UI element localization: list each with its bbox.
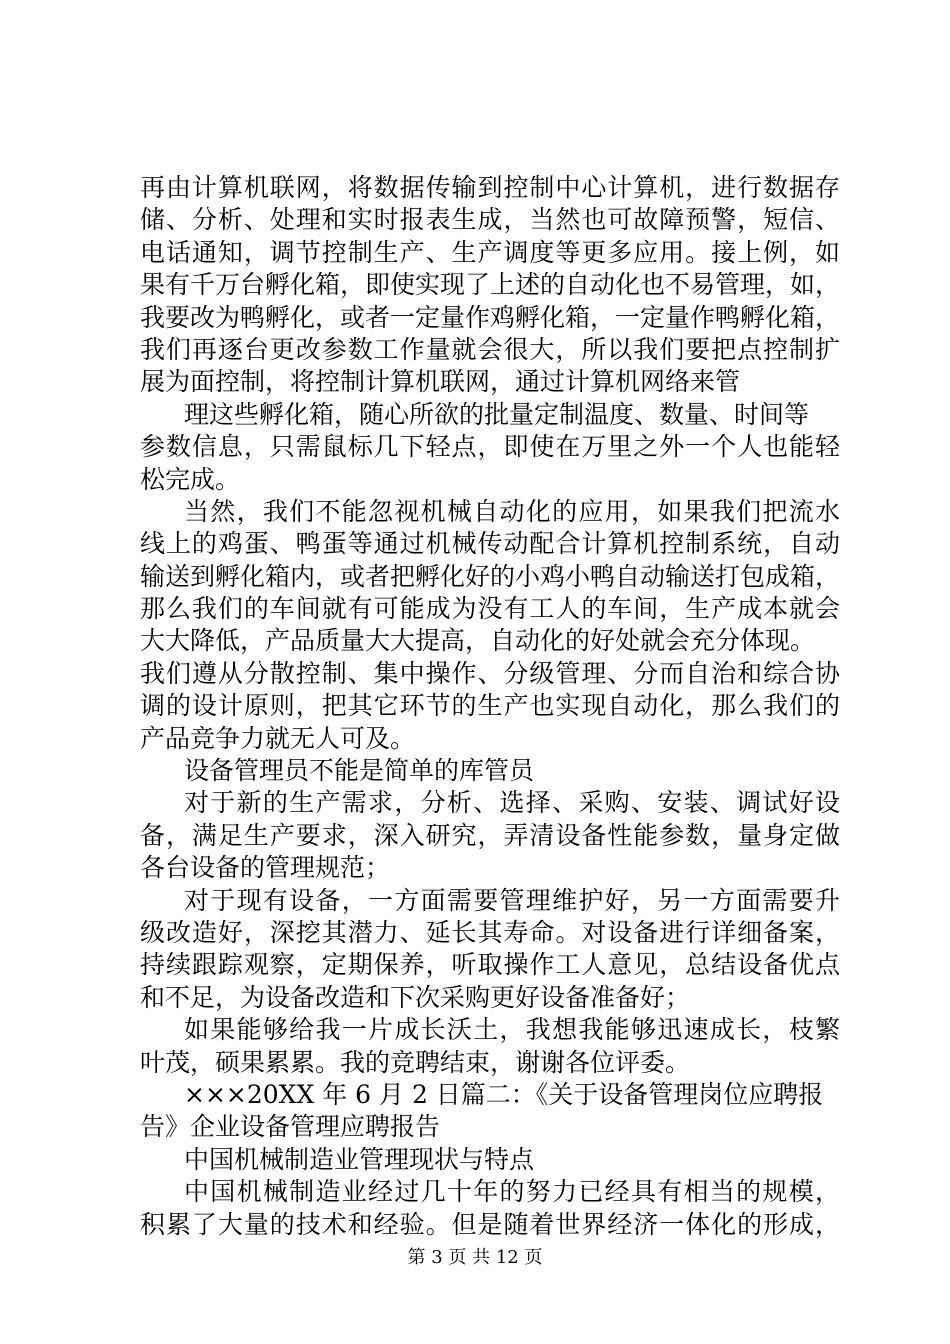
text-line: 叶茂，硕果累累。我的竞聘结束，谢谢各位评委。 — [140, 1047, 691, 1077]
text-line: 参数信息，只需鼠标几下轻点，即使在万里之外一个人也能轻 — [140, 432, 840, 462]
text-line: 再由计算机联网，将数据传输到控制中心计算机，进行数据存 — [140, 173, 840, 202]
text-line: 果有千万台孵化箱，即使实现了上述的自动化也不易管理，如， — [140, 270, 841, 300]
text-line: 对于新的生产需求，分析、选择、采购、安装、调试好设 — [184, 788, 840, 818]
text-line: 告》企业设备管理应聘报告 — [140, 1112, 441, 1142]
text-line: 松完成。 — [140, 464, 241, 494]
text-line: 线上的鸡蛋、鸭蛋等通过机械传动配合计算机控制系统，自动 — [140, 529, 840, 559]
text-line: 级改造好，深挖其潜力、延长其寿命。对设备进行详细备案， — [140, 917, 840, 947]
text-line: 当然，我们不能忽视机械自动化的应用，如果我们把流水 — [184, 496, 840, 526]
text-line: ×××20XX 年 6 月 2 日篇二：《关于设备管理岗位应聘报 — [184, 1079, 824, 1109]
text-line: 储、分析、处理和实时报表生成，当然也可故障预警，短信、 — [140, 205, 840, 235]
text-line: 电话通知，调节控制生产、生产调度等更多应用。接上例，如 — [140, 237, 840, 267]
text-line: 我们再逐台更改参数工作量就会很大，所以我们要把点控制扩 — [140, 334, 840, 364]
text-line: 和不足，为设备改造和下次采购更好设备准备好； — [140, 982, 691, 1012]
text-line: 持续跟踪观察，定期保养，听取操作工人意见，总结设备优点 — [140, 950, 840, 980]
text-line: 产品竞争力就无人可及。 — [140, 723, 416, 753]
body-text — [140, 172, 840, 1241]
section-heading: 中国机械制造业管理现状与特点 — [184, 1144, 535, 1174]
section-heading: 设备管理员不能是简单的库管员 — [184, 756, 535, 786]
text-line: 我们遵从分散控制、集中操作、分级管理、分而自治和综合协 — [140, 658, 840, 688]
text-line: 对于现有设备，一方面需要管理维护好，另一方面需要升 — [184, 885, 840, 915]
text-line: 大大降低，产品质量大大提高，自动化的好处就会充分体现。 — [140, 626, 816, 656]
text-line: 展为面控制，将控制计算机联网，通过计算机网络来管 — [140, 367, 741, 397]
page-footer: 第 3 页 共 12 页 — [407, 1247, 543, 1268]
text-line: 积累了大量的技术和经验。但是随着世界经济一体化的形成， — [140, 1209, 840, 1239]
text-line: 那么我们的车间就有可能成为没有工人的车间，生产成本就会 — [140, 594, 840, 624]
text-line: 各台设备的管理规范； — [140, 853, 391, 883]
text-line: 理这些孵化箱，随心所欲的批量定制温度、数量、时间等 — [184, 399, 810, 429]
text-line: 输送到孵化箱内，或者把孵化好的小鸡小鸭自动输送打包成箱， — [140, 561, 841, 591]
text-line: 中国机械制造业经过几十年的努力已经具有相当的规模， — [184, 1177, 840, 1207]
text-line: 备，满足生产要求，深入研究，弄清设备性能参数，量身定做 — [140, 820, 840, 850]
text-line: 如果能够给我一片成长沃土，我想我能够迅速成长，枝繁 — [184, 1015, 840, 1045]
text-line: 我要改为鸭孵化，或者一定量作鸡孵化箱，一定量作鸭孵化箱， — [140, 302, 841, 332]
text-line: 调的设计原则，把其它环节的生产也实现自动化，那么我们的 — [140, 691, 840, 721]
